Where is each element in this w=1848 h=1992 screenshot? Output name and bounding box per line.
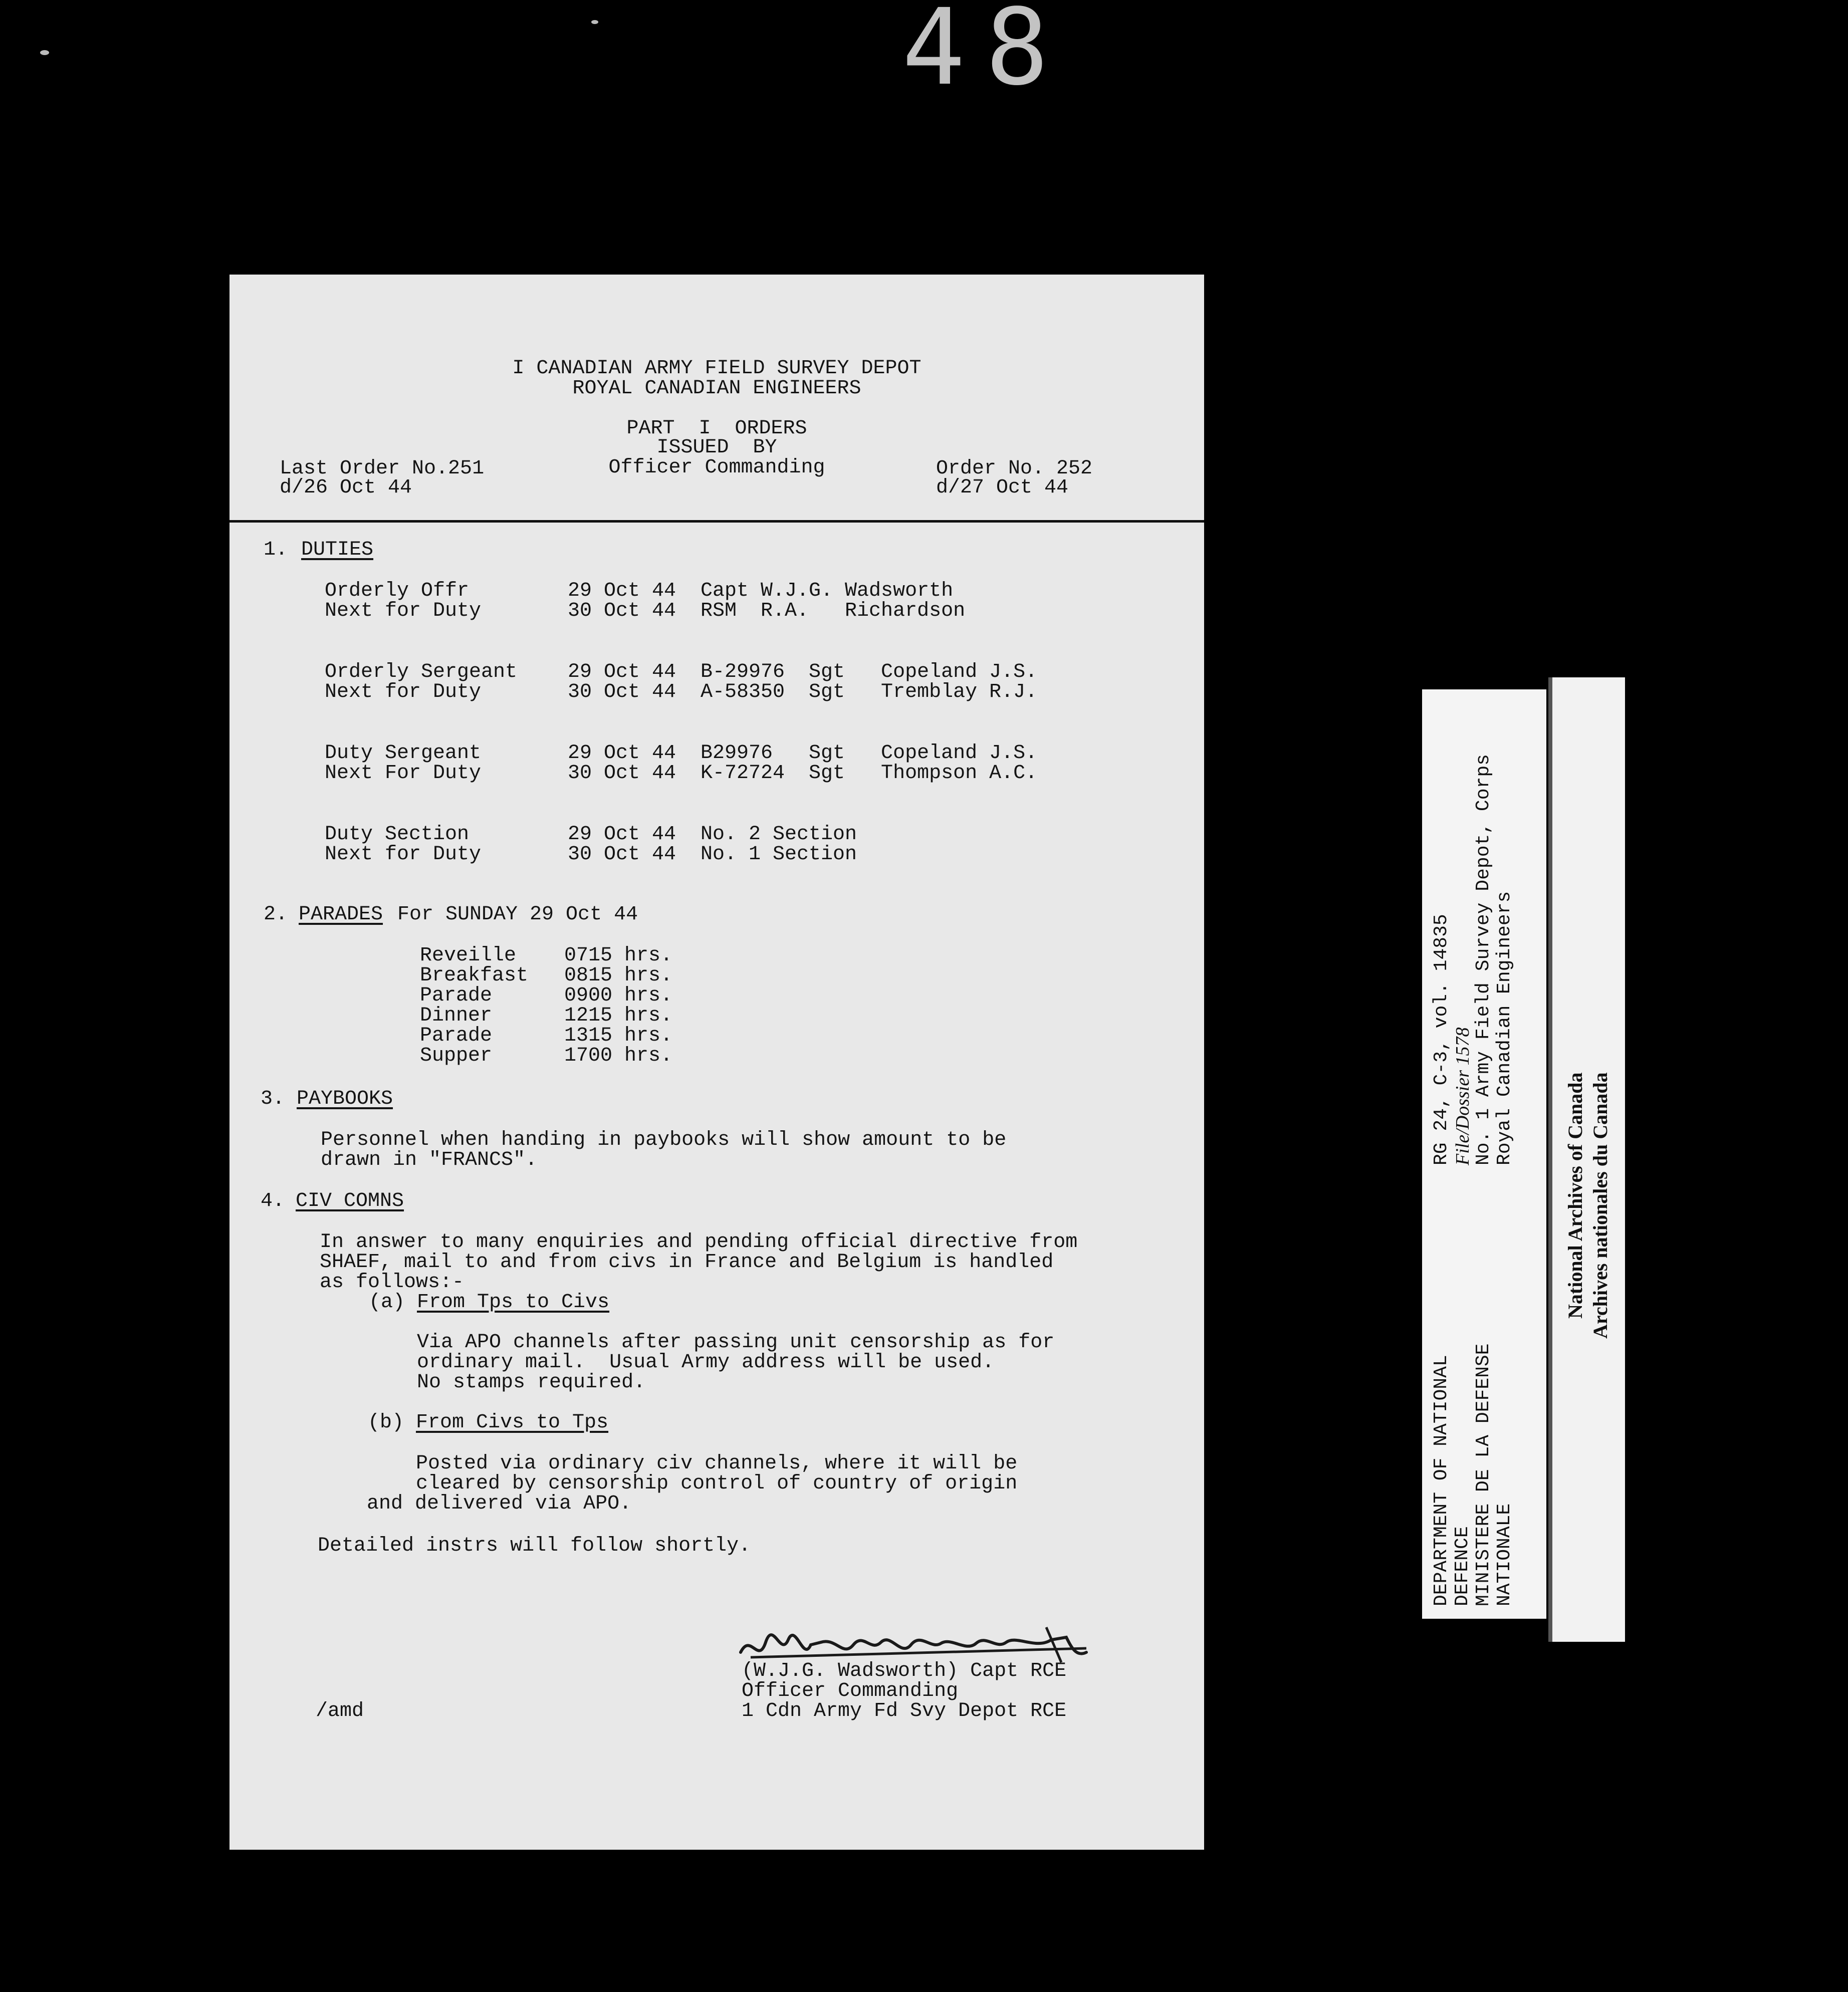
subsection-text: No stamps required. bbox=[417, 1371, 646, 1394]
duty-date: 30 Oct 44 bbox=[568, 762, 676, 785]
duty-date: 29 Oct 44 bbox=[568, 742, 676, 765]
duty-detail: K-72724 Sgt Thompson A.C. bbox=[701, 762, 1038, 785]
duty-detail: No. 2 Section bbox=[701, 823, 857, 846]
archives-name-fr: Archives nationales du Canada bbox=[1589, 1072, 1611, 1339]
order-date: d/27 Oct 44 bbox=[936, 476, 1069, 499]
signatory-title: Officer Commanding bbox=[742, 1680, 959, 1702]
parade-time: 1215 hrs. bbox=[564, 1005, 673, 1027]
unit-title: I CANADIAN ARMY FIELD SURVEY DEPOT bbox=[512, 357, 921, 380]
part-title: PART I ORDERS bbox=[626, 417, 807, 440]
subsection-text: cleared by censorship control of country of origin bbox=[416, 1472, 1018, 1495]
paybooks-text: drawn in "FRANCS". bbox=[321, 1149, 538, 1171]
parade-time: 0815 hrs. bbox=[564, 964, 673, 987]
parade-event: Parade bbox=[420, 984, 493, 1007]
duty-role: Next For Duty bbox=[325, 762, 482, 785]
duty-date: 30 Oct 44 bbox=[568, 843, 676, 866]
order-document bbox=[229, 275, 1204, 1850]
issued-by: ISSUED BY bbox=[656, 436, 777, 459]
frame-number: 48 bbox=[902, 0, 1069, 109]
issuer: Officer Commanding bbox=[608, 456, 825, 479]
last-order-date: d/26 Oct 44 bbox=[280, 476, 412, 499]
duty-date: 29 Oct 44 bbox=[568, 580, 676, 602]
parades-subtitle: For SUNDAY 29 Oct 44 bbox=[397, 903, 638, 926]
duty-date: 30 Oct 44 bbox=[568, 600, 676, 622]
archive-reference-label bbox=[1422, 689, 1546, 1619]
section-number: 1. bbox=[264, 539, 288, 561]
last-order-number: Last Order No.251 bbox=[280, 457, 485, 480]
duty-role: Duty Section bbox=[325, 823, 470, 846]
duty-role: Next for Duty bbox=[325, 843, 482, 866]
paybooks-text: Personnel when handing in paybooks will show amount to be bbox=[321, 1129, 1007, 1151]
civ-comns-intro: SHAEF, mail to and from civs in France and Belgium is handled bbox=[320, 1251, 1054, 1274]
duty-date: 30 Oct 44 bbox=[568, 681, 676, 703]
section-title: DUTIES bbox=[301, 539, 374, 561]
section-title: PAYBOOKS bbox=[297, 1088, 393, 1110]
parade-event: Supper bbox=[420, 1045, 493, 1067]
reference-initials: /amd bbox=[316, 1700, 364, 1722]
department-line: DEFENCE bbox=[1452, 1526, 1473, 1606]
duty-detail: RSM R.A. Richardson bbox=[701, 600, 966, 622]
unit-subtitle: ROYAL CANADIAN ENGINEERS bbox=[572, 377, 861, 400]
department-line: NATIONALE bbox=[1494, 1503, 1515, 1606]
civ-comns-intro: as follows:- bbox=[320, 1271, 465, 1294]
civ-comns-intro: In answer to many enquiries and pending official directive from bbox=[320, 1231, 1078, 1254]
closing-text: Detailed instrs will follow shortly. bbox=[318, 1535, 751, 1557]
record-group-reference: RG 24, C-3, vol. 14835 bbox=[1431, 914, 1452, 1165]
film-speck bbox=[591, 20, 598, 24]
subsection-text: Posted via ordinary civ channels, where it will be bbox=[416, 1452, 1018, 1475]
duty-detail: B-29976 Sgt Copeland J.S. bbox=[701, 661, 1038, 683]
duty-detail: B29976 Sgt Copeland J.S. bbox=[701, 742, 1038, 765]
signatory-unit: 1 Cdn Army Fd Svy Depot RCE bbox=[742, 1700, 1067, 1722]
parade-event: Parade bbox=[420, 1025, 493, 1047]
section-title: CIV COMNS bbox=[296, 1190, 404, 1212]
parade-event: Reveille bbox=[420, 944, 517, 967]
duty-detail: A-58350 Sgt Tremblay R.J. bbox=[701, 681, 1038, 703]
unit-reference: No. 1 Army Field Survey Depot, Corps bbox=[1473, 754, 1494, 1165]
section-number: 4. bbox=[261, 1190, 285, 1212]
department-line: DEPARTMENT OF NATIONAL bbox=[1431, 1355, 1452, 1606]
parade-event: Breakfast bbox=[420, 964, 529, 987]
order-number: Order No. 252 bbox=[936, 457, 1093, 480]
film-speck bbox=[40, 50, 49, 55]
duty-role: Next for Duty bbox=[325, 681, 482, 703]
subsection-title: From Tps to Civs bbox=[417, 1291, 610, 1314]
signatory-name: (W.J.G. Wadsworth) Capt RCE bbox=[742, 1660, 1067, 1682]
subsection-title: From Civs to Tps bbox=[416, 1411, 609, 1434]
subsection-label: (b) bbox=[368, 1411, 404, 1434]
duty-detail: No. 1 Section bbox=[701, 843, 857, 866]
parade-time: 0715 hrs. bbox=[564, 944, 673, 967]
subsection-label: (a) bbox=[369, 1291, 405, 1314]
department-line: MINISTERE DE LA DEFENSE bbox=[1473, 1343, 1494, 1606]
parade-time: 1315 hrs. bbox=[564, 1025, 673, 1047]
section-title: PARADES bbox=[299, 903, 383, 926]
unit-reference: Royal Canadian Engineers bbox=[1494, 891, 1515, 1165]
section-number: 3. bbox=[261, 1088, 285, 1110]
parade-time: 1700 hrs. bbox=[564, 1045, 673, 1067]
parade-event: Dinner bbox=[420, 1005, 493, 1027]
section-number: 2. bbox=[264, 903, 288, 926]
duty-date: 29 Oct 44 bbox=[568, 823, 676, 846]
duty-role: Next for Duty bbox=[325, 600, 482, 622]
subsection-text: ordinary mail. Usual Army address will be used. bbox=[417, 1351, 995, 1374]
duty-role: Duty Sergeant bbox=[325, 742, 482, 765]
subsection-text: Via APO channels after passing unit censorship as for bbox=[417, 1331, 1055, 1354]
archives-name-en: National Archives of Canada bbox=[1564, 1072, 1586, 1319]
duty-role: Orderly Sergeant bbox=[325, 661, 518, 683]
header-rule bbox=[229, 520, 1204, 523]
subsection-text: and delivered via APO. bbox=[367, 1492, 632, 1515]
duty-role: Orderly Offr bbox=[325, 580, 470, 602]
parade-time: 0900 hrs. bbox=[564, 984, 673, 1007]
archives-banner bbox=[1548, 677, 1625, 1642]
file-reference: File/Dossier 1578 bbox=[1452, 1027, 1473, 1165]
duty-date: 29 Oct 44 bbox=[568, 661, 676, 683]
duty-detail: Capt W.J.G. Wadsworth bbox=[701, 580, 954, 602]
